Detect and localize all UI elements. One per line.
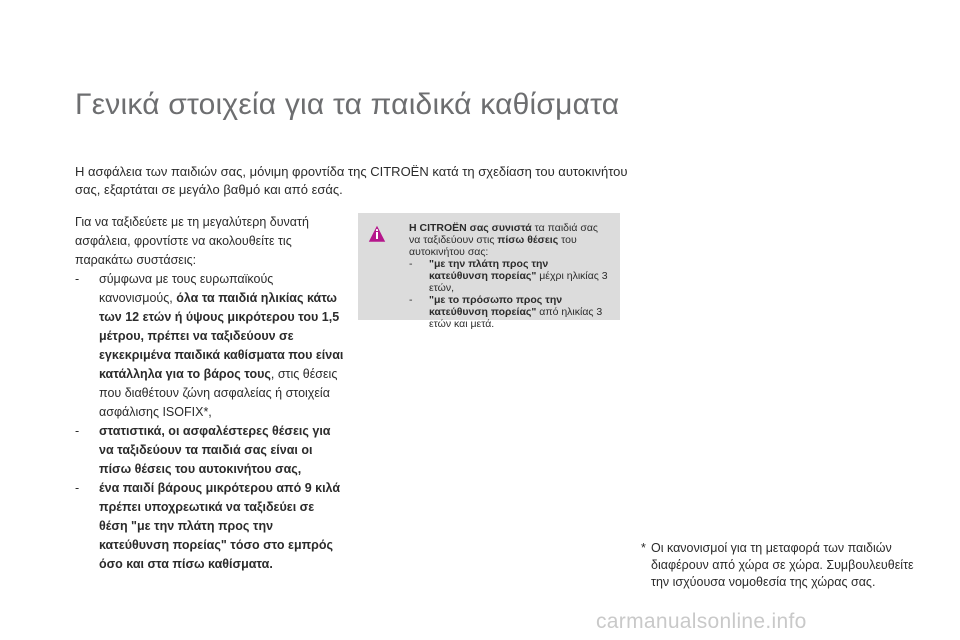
bullet-bold-text: όλα τα παιδιά ηλικίας κάτω των 12 ετών ή ύψους μικρότερου του 1,5 μέτρου, πρέπει να ταξιδεύουν σε εγκεκριμένα παιδικά καθίσματα που είναι κατάλληλα για το βάρος τους	[99, 291, 344, 381]
bullet-bold-text: ένα παιδί βάρους μικρότερου από 9 κιλά πρέπει υποχρεωτικά να ταξιδεύει σε θέση "με την πλάτη προς την κατεύθυνση πορείας" τόσο στο εμπρός όσο και στα πίσω καθίσματα.	[99, 481, 341, 571]
bullet-dash: -	[75, 424, 80, 438]
bullet-bold-text: "με την πλάτη προς την κατεύθυνση πορείας"	[429, 258, 549, 282]
bullet-dash: -	[409, 294, 413, 306]
footnote	[641, 540, 921, 591]
bullet-text: από ηλικίας 3 ετών και μετά.	[429, 306, 603, 330]
bullet-text: , στις θέσεις που διαθέτουν ζώνη ασφαλείας ή στοιχεία ασφάλισης ISOFIX*,	[99, 367, 338, 419]
info-lead	[409, 222, 610, 258]
bullet-dash: -	[75, 272, 80, 286]
recommendations-list	[75, 270, 345, 574]
info-lead-text: τα παιδιά σας να ταξιδεύουν στις	[409, 222, 598, 246]
bullet-text: μέχρι ηλικίας 3 ετών,	[429, 270, 608, 294]
info-list	[409, 258, 610, 330]
list-item	[409, 294, 610, 330]
page-title: Γενικά στοιχεία για τα παιδικά καθίσματα	[75, 88, 620, 121]
info-lead-bold: Η CITROËN σας συνιστά	[409, 222, 532, 234]
list-item	[409, 258, 610, 294]
info-lead-bold: πίσω θέσεις	[497, 234, 559, 246]
bullet-dash: -	[75, 481, 80, 495]
watermark: carmanualsonline.info	[596, 610, 807, 633]
recommendation-info-box	[358, 213, 620, 330]
bullet-bold-text: "με το πρόσωπο προς την κατεύθυνση πορείας"	[429, 294, 563, 318]
list-item	[75, 270, 345, 422]
footnote-text: Οι κανονισμοί για τη μεταφορά των παιδιών διαφέρουν από χώρα σε χώρα. Συμβουλευθείτε την ισχύουσα νομοθεσία της χώρας σας.	[651, 541, 914, 589]
bullet-dash: -	[409, 258, 413, 270]
info-lead-text: του αυτοκινήτου σας:	[409, 234, 577, 258]
bullet-bold-text: στατιστικά, οι ασφαλέστερες θέσεις για να ταξιδεύουν τα παιδιά σας είναι οι πίσω θέσεις του αυτοκινήτου σας,	[99, 424, 331, 476]
list-item	[75, 479, 345, 574]
bullet-text: σύμφωνα με τους ευρωπαϊκούς κανονισμούς,	[99, 272, 274, 305]
intro-paragraph: Η ασφάλεια των παιδιών σας, μόνιμη φροντίδα της CITROËN κατά τη σχεδίαση του αυτοκινήτου σας, εξαρτάται σε μεγάλο βαθμό και από εσάς.	[75, 164, 628, 197]
list-item	[75, 422, 345, 479]
footnote-star: *	[641, 541, 646, 555]
info-icon	[368, 225, 386, 243]
recommendations-column	[75, 213, 345, 574]
recommendations-lead: Για να ταξιδεύετε με τη μεγαλύτερη δυνατή ασφάλεια, φροντίστε να ακολουθείτε τις παρακάτω συστάσεις:	[75, 215, 309, 267]
